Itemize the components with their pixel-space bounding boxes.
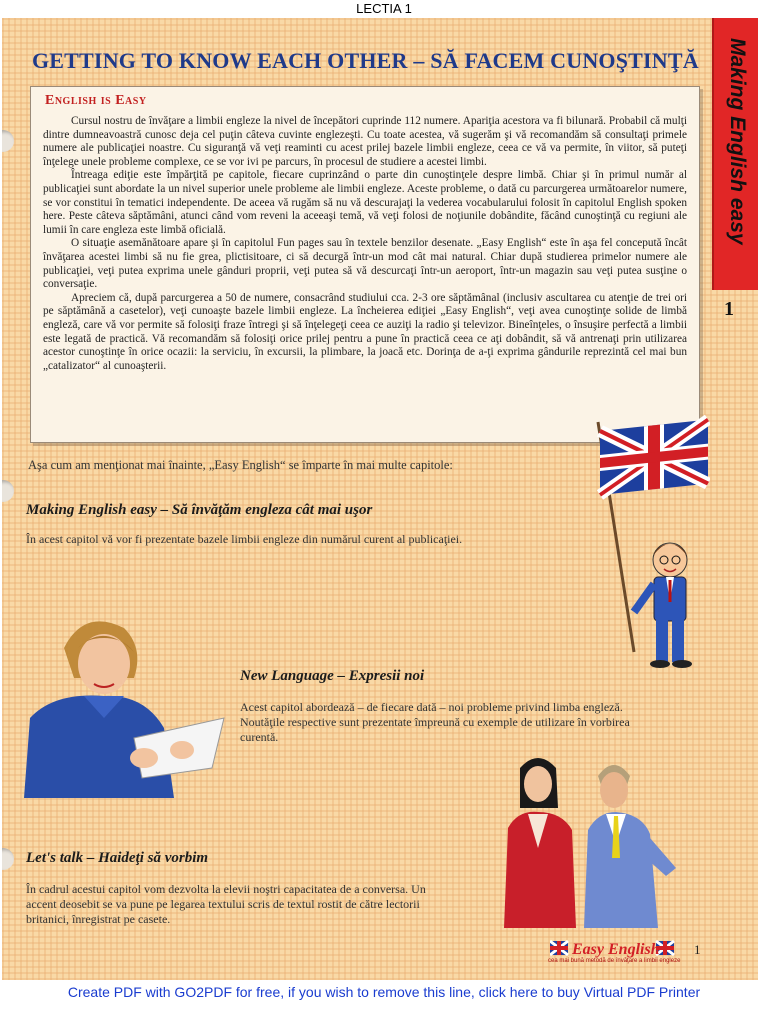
pdf-notice-link[interactable]: Create PDF with GO2PDF for free, if you wish to remove this line, click here to buy Virtual PDF Printer <box>67 984 701 1000</box>
side-tab <box>712 18 758 290</box>
logo-tagline: cea mai bună metodă de învăţare a limbii engleze <box>548 958 681 964</box>
section-body: Acest capitol abordează – de fiecare dată – noi probleme privind limba engleză. Noutăţile respective sunt prezentate împreună cu exemple de utilizare în vorbirea curentă. <box>240 700 630 744</box>
page-number: 1 <box>694 942 701 957</box>
intro-title: English is Easy <box>45 93 147 108</box>
intro-body <box>43 115 687 373</box>
intro-box <box>30 86 700 443</box>
binder-hole <box>2 130 14 152</box>
woman-reading-illustration <box>24 608 234 798</box>
side-tab-number: 1 <box>724 298 734 320</box>
flag-boy-illustration <box>590 412 710 672</box>
page-title: GETTING TO KNOW EACH OTHER – SĂ FACEM CUNOŞTINŢĂ <box>32 48 699 73</box>
side-tab-label: Making English easy <box>726 38 749 245</box>
lesson-header: LECTIA 1 <box>356 1 412 16</box>
section-body: În cadrul acestui capitol vom dezvolta la elevii noştri capacitatea de a conversa. Un accent deosebit se va pune pe legarea textului scris de textul rostit de către lectorii britanici, înregistrat pe casete. <box>26 882 426 926</box>
binder-hole <box>2 848 14 870</box>
logo-text: Easy English <box>572 941 660 958</box>
section-body: În acest capitol vă vor fi prezentate bazele limbii engleze din numărul curent al publicaţiei. <box>26 532 463 546</box>
lead-text: Aşa cum am menţionat mai înainte, „Easy English“ se împarte în mai multe capitole: <box>28 458 453 472</box>
intro-paragraph: Cursul nostru de învăţare a limbii engleze la nivel de începători cuprinde 112 numere. Apariţia acestora va fi bilunară. Probabil că mulţi dintre dumneavoastră cunosc deja cel puţin câteva cuvinte englezeşti. Cu toate acestea, vă sugerăm şi vă recomandăm să consultaţi primele numere ale publicaţiei noastre. Cu siguranţă vă veţi reaminti cu acest prilej bazele limbii engleze, ceea ce vă va permite, în viitor, să puteţi înţelege unele probleme complexe, ce se vor ivi pe parcurs, în procesul de studiere a acestei limbi. <box>43 115 687 168</box>
intro-paragraph: O situaţie asemănătoare apare şi în capitolul Fun pages sau în textele benzilor desenate. „Easy English“ este în aşa fel concepută încât învăţarea acestei limbi să nu fie grea, plictisitoare, ci să decurgă într-un mod cât mai natural. Chiar după studierea primelor numere ale publicaţiei, veţi putea exprima unele gânduri proprii, veţi putea să vă descurcaţi într-un aeroport, într-un magazin sau veţi putea susţine o conversaţie. <box>43 237 687 291</box>
couple-talking-illustration <box>498 748 688 928</box>
section-heading: Making English easy – Să învăţăm engleza cât mai uşor <box>26 502 373 518</box>
section-heading: New Language – Expresii noi <box>240 668 425 684</box>
section-heading: Let's talk – Haideţi să vorbim <box>26 850 209 866</box>
binder-hole <box>2 480 14 502</box>
intro-paragraph: Apreciem că, după parcurgerea a 50 de numere, consacrând studiului cca. 2-3 ore săptămânal (inclusiv ascultarea cu atenţie de trei ori pe săptămână a casetelor), veţi cunoaşte bazele limbii engleze. La încheierea ediţiei „Easy English“, veţi avea cunoştinţe solide de limbă engleză, care vă vor permite să folosiţi fraze întregi şi să înţelegeţi ceea ce auziţi la radio şi televizor. Bineînţeles, o însuşire perfectă a limbii este legată de practică. Vă recomandăm să folosiţi orice prilej pentru a pune în practică ceea ce aţi dobândit, să vă antrenaţi prin utilizarea acestor cunoştinţe în orice ocazii: la serviciu, în excursii, la plimbare, la joacă etc. Dorinţa de a-ţi exprima gândurile reprezintă cel mai bun „catalizator“ al cunoaşterii. <box>43 291 687 372</box>
magazine-page <box>2 18 758 980</box>
intro-paragraph: Întreaga ediţie este împărţită pe capitole, fiecare cuprinzând o parte din cunoştinţele despre limbă. Chiar şi în primul număr al publicaţiei sunt abordate la un nivel superior unele probleme ale limbii engleze. Aceste probleme, o dată cu parcurgerea următoarelor numere, se vor constitui în tematici independente. De aceea vă rugăm să nu vă descurajaţi la vederea vocabularului folosit în capitolul English spoken here. Peste câteva săptămâni, atunci când vom reveni la aceeaşi temă, vă veţi folosi de noţiunile dobândite, făcând cunoştinţă cu regiuni ale lumii în care engleza este limbă oficială. <box>43 169 687 236</box>
